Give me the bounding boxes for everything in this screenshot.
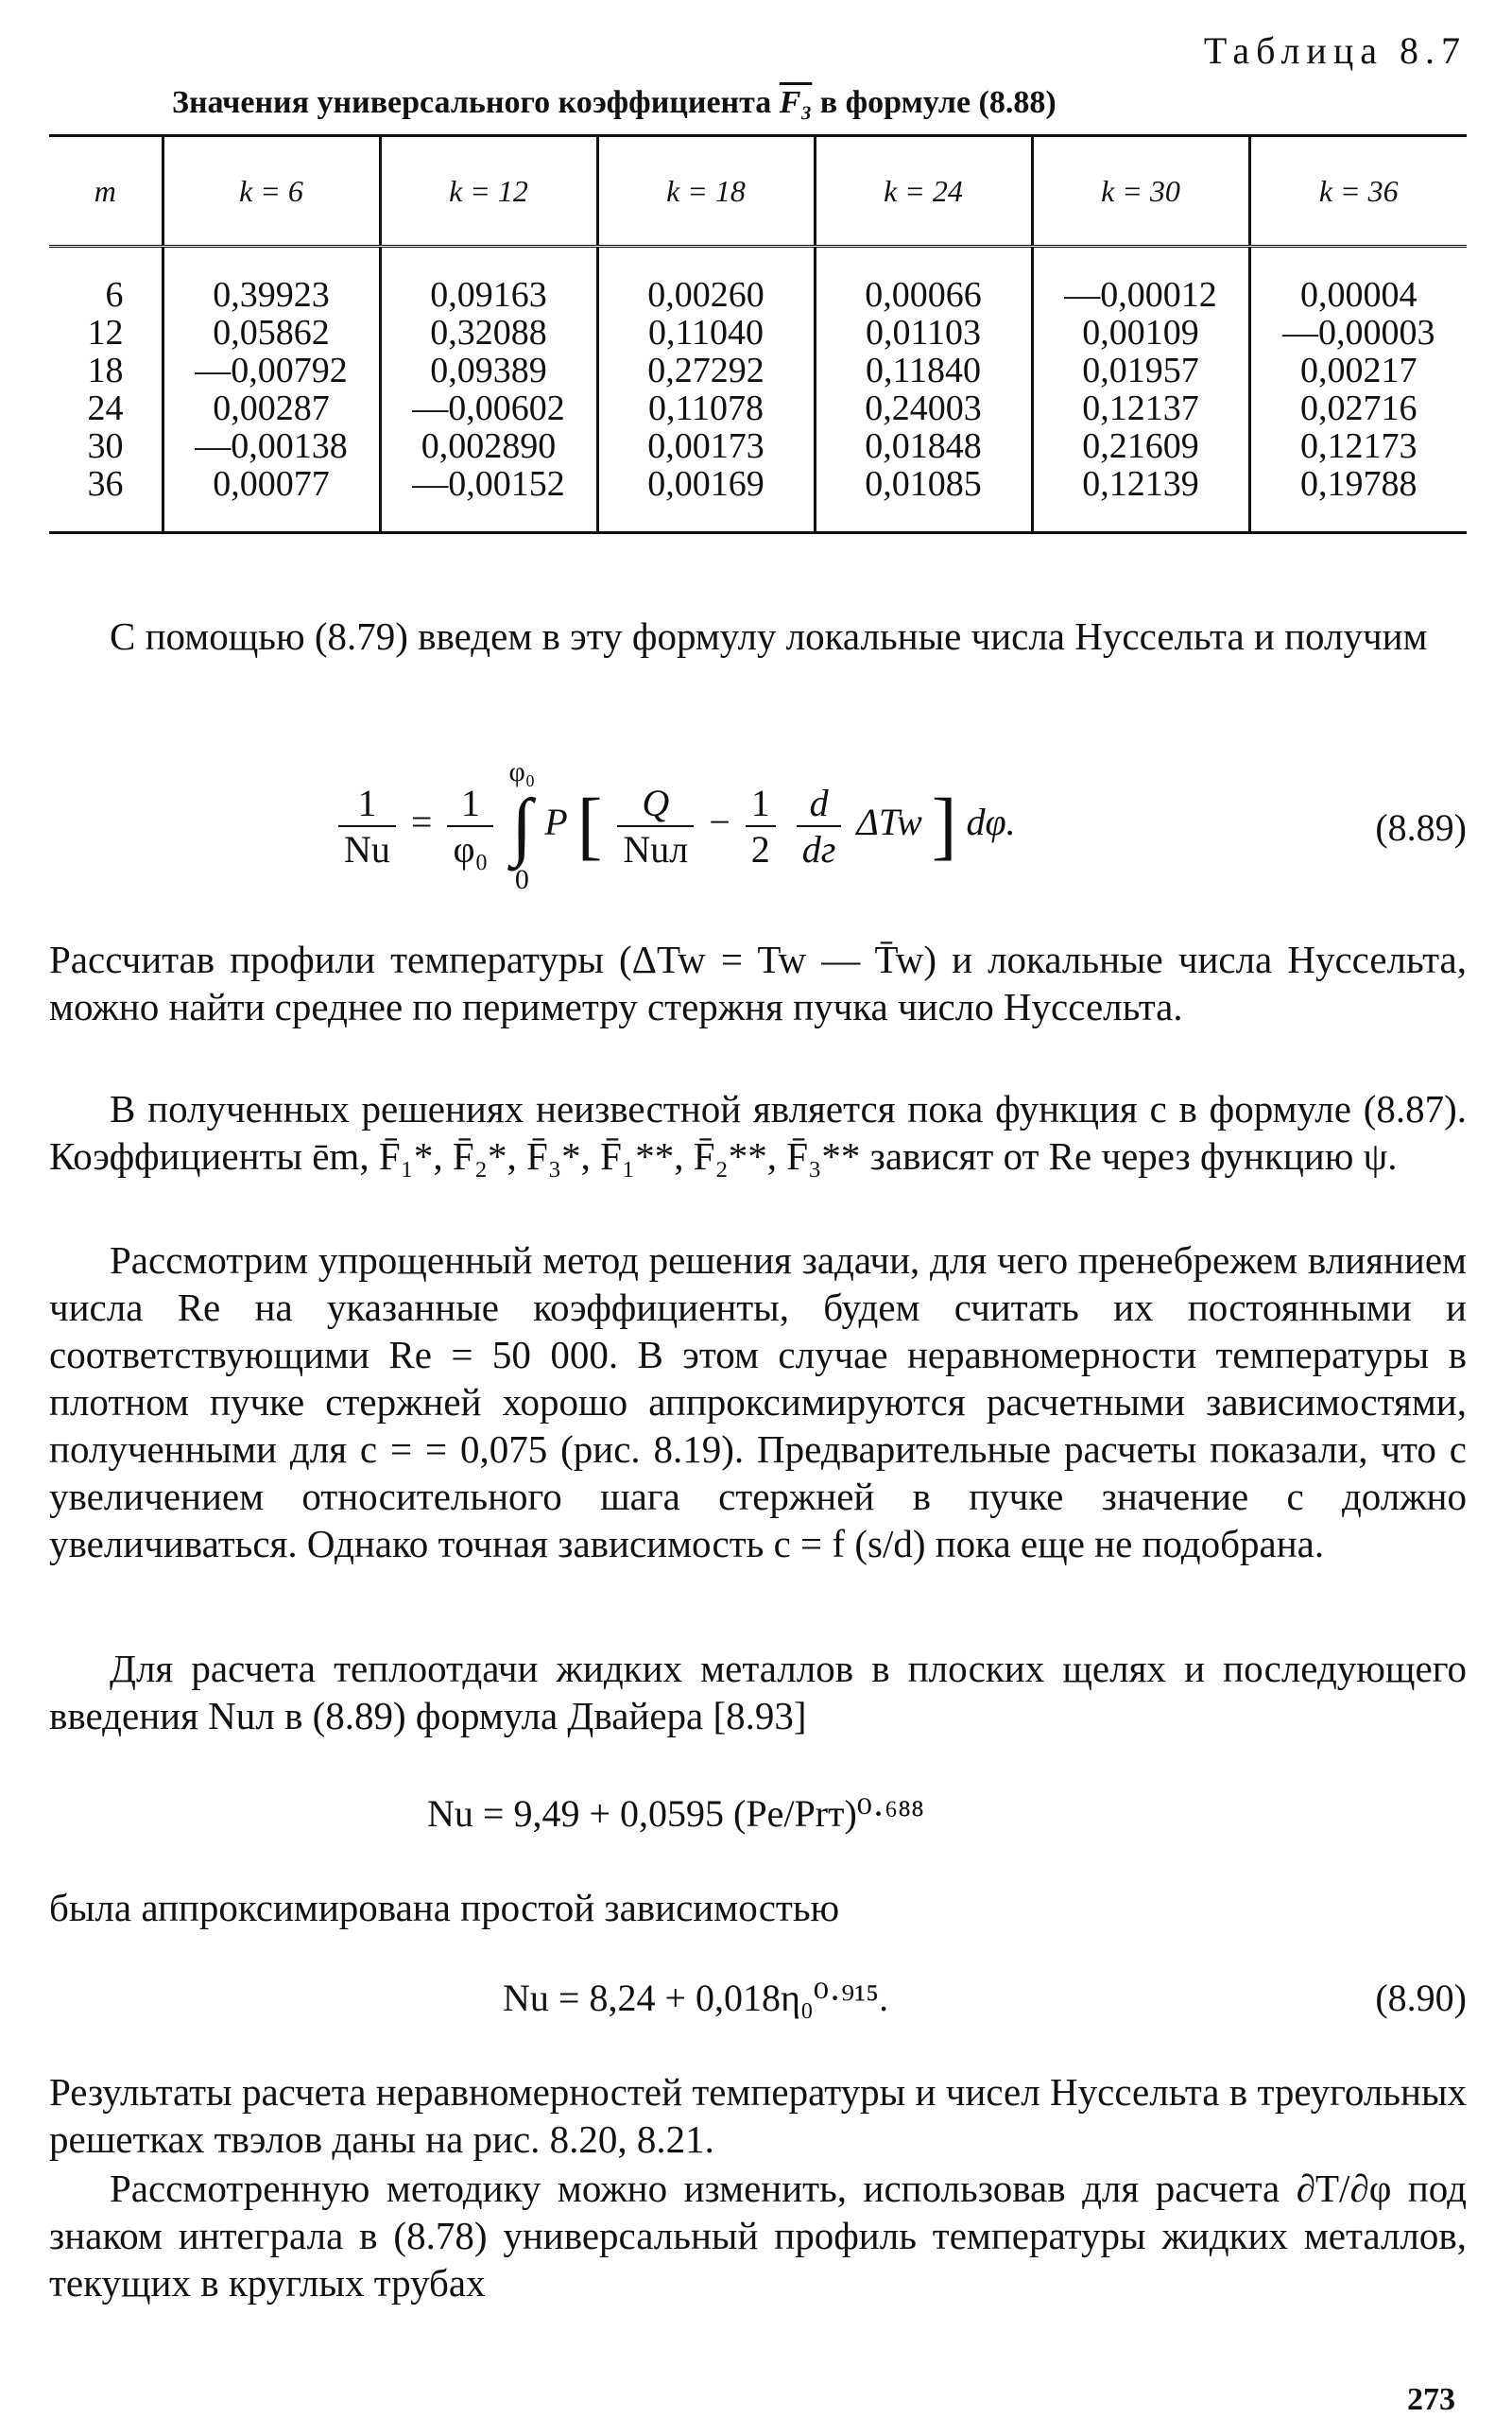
table-cell: 0,01103 <box>815 314 1032 352</box>
table-cell: 0,00260 <box>597 247 815 315</box>
table-cell: 0,19788 <box>1249 465 1467 533</box>
table-cell: 0,12137 <box>1032 389 1249 427</box>
table-cell: —0,00602 <box>380 389 597 427</box>
numerator: 1 <box>338 781 396 827</box>
numerator: d <box>797 781 842 827</box>
table-cell: 0,39923 <box>163 247 380 315</box>
header-m: m <box>49 136 163 247</box>
table-cell: —0,00138 <box>163 427 380 465</box>
header-k24: k = 24 <box>815 136 1032 247</box>
paragraph-8 <box>49 2165 1467 2306</box>
table-cell: 0,12173 <box>1300 426 1418 466</box>
table-cell: 0,09389 <box>380 352 597 389</box>
table-cell: 0,00109 <box>1032 314 1249 352</box>
paragraph-text: была аппроксимирована простой зависимостью <box>49 1886 840 1929</box>
paragraph-1 <box>49 613 1467 660</box>
numerator: Q <box>617 781 694 827</box>
table-cell: 0,11078 <box>597 389 815 427</box>
equation-number: (8.90) <box>1375 1977 1467 2019</box>
p-symbol: P <box>544 801 568 844</box>
table-cell: 0,32088 <box>380 314 597 352</box>
page-number: 273 <box>1407 2382 1455 2417</box>
table-row <box>49 314 1467 352</box>
fraction <box>746 781 776 872</box>
denominator: 2 <box>750 828 770 871</box>
table-cell: —0,00012 <box>1032 247 1249 315</box>
paragraph-2 <box>49 936 1467 1030</box>
table-cell: 0,00004 <box>1300 275 1418 315</box>
table-header-row <box>49 136 1467 247</box>
table-cell: 0,12139 <box>1032 465 1249 533</box>
header-k30: k = 30 <box>1032 136 1249 247</box>
lower-limit: 0 <box>514 864 529 895</box>
numerator: 1 <box>746 781 776 827</box>
table-cell: 0,00066 <box>815 247 1032 315</box>
table-cell: 0,09163 <box>380 247 597 315</box>
table-cell: 0,00077 <box>163 465 380 533</box>
paragraph-5 <box>49 1645 1467 1739</box>
table-cell: 0,00169 <box>597 465 815 533</box>
equation-8-89 <box>333 756 1016 896</box>
left-bracket: [ <box>576 784 603 868</box>
table-row <box>49 389 1467 427</box>
integral-sign: ∫ <box>511 785 533 868</box>
table-row <box>49 247 1467 315</box>
equation-number: (8.89) <box>1375 806 1467 849</box>
right-bracket: ] <box>931 784 957 868</box>
table-title-suffix: в формуле (8.88) <box>819 85 1057 120</box>
table-cell: —0,00152 <box>380 465 597 533</box>
table-cell: 12 <box>49 314 163 352</box>
fraction <box>338 781 396 872</box>
table-row <box>49 427 1467 465</box>
table-cell: —0,00003 <box>1282 313 1435 353</box>
paragraph-6 <box>49 1884 1467 1931</box>
table-cell: 0,00287 <box>163 389 380 427</box>
table-cell: 18 <box>49 352 163 389</box>
paragraph-text: Рассмотренную методику можно изменить, использовав для расчета ∂T/∂φ под знаком интеграла в (8.78) универсальный профиль температуры жидких металлов, текущих в круглых трубах <box>49 2167 1467 2305</box>
paragraph-text: В полученных решениях неизвестной является пока функция c в формуле (8.87). Коэффициенты ēm, F̄₁*, F̄₂*, F̄₃*, F̄₁**, F̄₂**, F̄₃** зависят от Re через функцию ψ. <box>49 1087 1467 1178</box>
table-cell: 0,01957 <box>1032 352 1249 389</box>
fraction <box>797 781 842 872</box>
table-title <box>172 85 1057 121</box>
upper-limit: φ₀ <box>508 756 536 787</box>
paragraph-text: Для расчета теплоотдачи жидких металлов в плоских щелях и последующего введения Nuл в (8.89) формула Двайера [8.93] <box>49 1647 1467 1737</box>
table-cell: 0,24003 <box>815 389 1032 427</box>
table-cell: 0,01848 <box>815 427 1032 465</box>
table-cell: 0,00173 <box>597 427 815 465</box>
denominator: Nu <box>344 828 390 871</box>
numerator: 1 <box>447 781 493 827</box>
paragraph-text: Рассмотрим упрощенный метод решения задачи, для чего пренебрежем влиянием числа Re на указанные коэффициенты, будем считать их постоянными и соответствующими Re = 50 000. В этом случае неравномерности температуры в плотном пучке стержней хорошо аппроксимируются расчетными зависимостями, полученными для c = = 0,075 (рис. 8.19). Предварительные расчеты показали, что с увеличением относительного шага стержней в пучке значение c должно увеличиваться. Однако точная зависимость c = f (s/d) пока еще не подобрана. <box>49 1238 1467 1565</box>
denominator: φ₀ <box>453 828 489 871</box>
table-row <box>49 465 1467 533</box>
header-k6: k = 6 <box>163 136 380 247</box>
paragraph-4 <box>49 1236 1467 1567</box>
table-cell: 0,02716 <box>1300 389 1418 428</box>
denominator: dг <box>801 828 836 871</box>
paragraph-7 <box>49 2068 1467 2163</box>
paragraph-3 <box>49 1085 1467 1180</box>
table-title-text: Значения универсального коэффициента <box>172 85 772 120</box>
table-cell: 6 <box>49 247 163 315</box>
table-number: Таблица 8.7 <box>1203 29 1467 72</box>
table-cell: 24 <box>49 389 163 427</box>
header-k18: k = 18 <box>597 136 815 247</box>
table-cell: 36 <box>49 465 163 533</box>
equation-8-90: Nu = 8,24 + 0,018η₀⁰·⁹¹⁵. <box>503 1977 889 2019</box>
equation-dwyer: Nu = 9,49 + 0,0595 (Pe/Prт)⁰·⁶⁸⁸ <box>427 1792 924 1835</box>
minus-sign: − <box>709 801 730 844</box>
table-cell: —0,00792 <box>163 352 380 389</box>
table-cell: 0,21609 <box>1032 427 1249 465</box>
table-cell: 30 <box>49 427 163 465</box>
paragraph-text: С помощью (8.79) введем в эту формулу локальные числа Нуссельта и получим <box>110 614 1428 658</box>
paragraph-text: Рассчитав профили температуры (ΔTw = Tw — T̄w) и локальные числа Нуссельта, можно найти среднее по периметру стержня пучка число Нуссельта. <box>49 938 1467 1028</box>
fraction <box>447 781 493 872</box>
fraction <box>617 781 694 872</box>
delta-t: ΔTw <box>856 801 922 844</box>
denominator: Nuл <box>623 828 689 871</box>
table-title-symbol: F₃ <box>779 85 813 120</box>
header-k36: k = 36 <box>1249 136 1467 247</box>
table-cell: 0,002890 <box>380 427 597 465</box>
table-cell: 0,27292 <box>597 352 815 389</box>
table-cell: 0,01085 <box>815 465 1032 533</box>
table-row <box>49 352 1467 389</box>
table-cell: 0,11040 <box>597 314 815 352</box>
table-cell: 0,00217 <box>1300 351 1418 390</box>
table-cell: 0,05862 <box>163 314 380 352</box>
paragraph-text: Результаты расчета неравномерностей температуры и чисел Нуссельта в треугольных решетках твэлов даны на рис. 8.20, 8.21. <box>49 2070 1467 2161</box>
header-k12: k = 12 <box>380 136 597 247</box>
equals-sign: = <box>410 801 433 844</box>
coefficient-table <box>49 134 1467 534</box>
table-cell: 0,11840 <box>815 352 1032 389</box>
d-phi: dφ. <box>966 801 1016 844</box>
integral-limits <box>508 756 535 896</box>
